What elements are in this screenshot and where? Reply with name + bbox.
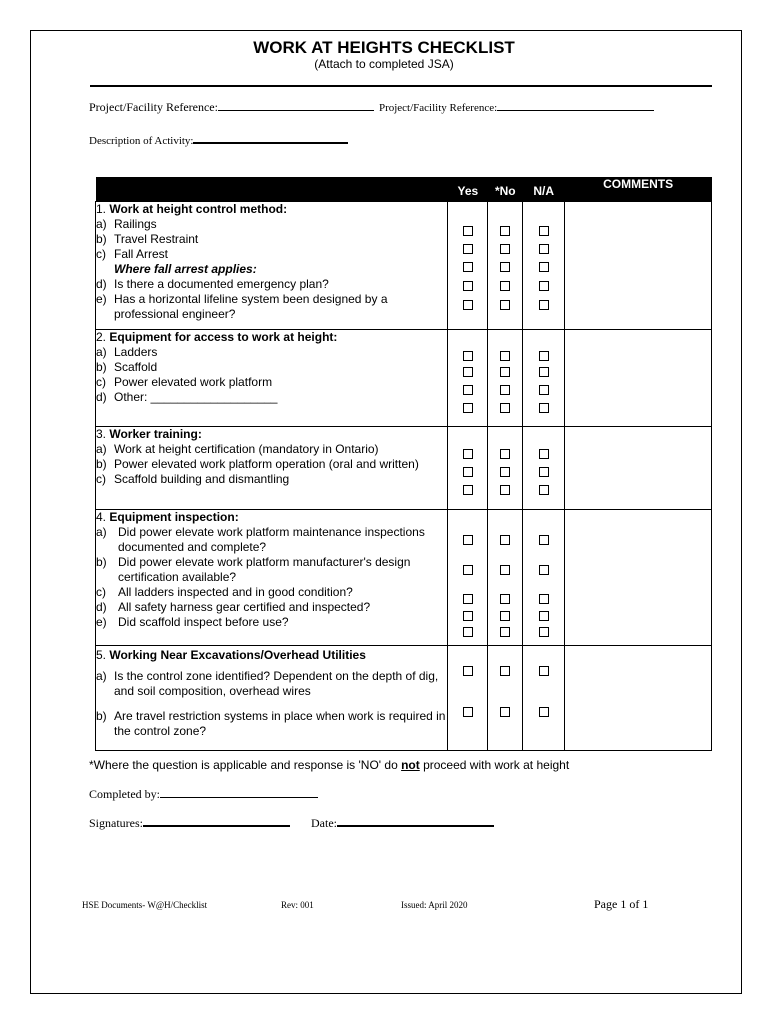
yes-column-cell: [448, 510, 488, 646]
yes-checkbox[interactable]: [463, 485, 473, 495]
checklist-table: [95, 177, 712, 751]
list-item: [96, 360, 447, 375]
list-item: [96, 390, 447, 405]
header-na: N/A: [523, 177, 565, 202]
no-column-cell: [488, 427, 523, 510]
na-checkbox[interactable]: [539, 300, 549, 310]
no-checkbox[interactable]: [500, 707, 510, 717]
item-text: All safety harness gear certified and inspected?: [118, 600, 371, 614]
item-letter: a): [96, 217, 107, 231]
footnote-emphasis: not: [401, 758, 420, 772]
na-checkbox[interactable]: [539, 565, 549, 575]
header-comments: COMMENTS: [565, 177, 712, 202]
item-letter: c): [96, 247, 106, 261]
list-item: [96, 217, 447, 232]
yes-checkbox[interactable]: [463, 300, 473, 310]
yes-checkbox[interactable]: [463, 611, 473, 621]
na-checkbox[interactable]: [539, 707, 549, 717]
no-checkbox[interactable]: [500, 627, 510, 637]
item-text: Did power elevate work platform manufacturer's design certification available?: [118, 555, 411, 584]
table-row: [96, 330, 712, 427]
description-row: [89, 131, 348, 147]
list-item: [96, 292, 447, 322]
item-text: Railings: [114, 217, 157, 231]
item-text: Travel Restraint: [114, 232, 199, 246]
list-item: [96, 472, 447, 487]
list-item: [96, 442, 447, 457]
item-letter: b): [96, 232, 107, 246]
project-ref-field-2[interactable]: [497, 99, 654, 111]
section-heading: [96, 648, 447, 663]
item-text: Work at height certification (mandatory in Ontario): [114, 442, 379, 456]
question-cell: [96, 202, 448, 330]
na-checkbox[interactable]: [539, 403, 549, 413]
yes-checkbox[interactable]: [463, 351, 473, 361]
list-item: [96, 262, 447, 277]
question-cell: [96, 646, 448, 751]
page-title: WORK AT HEIGHTS CHECKLIST: [253, 38, 515, 57]
completed-by-field[interactable]: [160, 786, 318, 798]
list-item: [96, 709, 447, 739]
yes-checkbox[interactable]: [463, 226, 473, 236]
section-title: Working Near Excavations/Overhead Utilities: [109, 648, 366, 662]
list-item: [96, 669, 447, 699]
na-checkbox[interactable]: [539, 611, 549, 621]
item-letter: e): [96, 292, 107, 306]
item-text: Ladders: [114, 345, 158, 359]
no-column-cell: [488, 330, 523, 427]
item-letter: a): [96, 345, 107, 359]
project-ref-row: [89, 99, 654, 115]
yes-checkbox[interactable]: [463, 385, 473, 395]
no-checkbox[interactable]: [500, 262, 510, 272]
no-checkbox[interactable]: [500, 485, 510, 495]
footnote: [89, 758, 569, 772]
section-title: Worker training:: [109, 427, 202, 441]
section-number: 2.: [96, 330, 107, 344]
description-field[interactable]: [193, 131, 348, 144]
item-letter: a): [96, 442, 107, 456]
yes-checkbox[interactable]: [463, 449, 473, 459]
na-column-cell: [523, 427, 565, 510]
item-text: Scaffold: [114, 360, 158, 374]
no-checkbox[interactable]: [500, 594, 510, 604]
na-checkbox[interactable]: [539, 262, 549, 272]
section-title: Equipment for access to work at height:: [109, 330, 338, 344]
item-text: Fall Arrest: [114, 247, 169, 261]
signatures-label: Signatures:: [89, 816, 143, 830]
na-checkbox[interactable]: [539, 351, 549, 361]
yes-column-cell: [448, 330, 488, 427]
question-cell: [96, 330, 448, 427]
na-checkbox[interactable]: [539, 666, 549, 676]
yes-checkbox[interactable]: [463, 627, 473, 637]
section-number: 5.: [96, 648, 107, 662]
footnote-text-1: *Where the question is applicable and response is 'NO' do: [89, 758, 402, 772]
no-checkbox[interactable]: [500, 385, 510, 395]
comments-cell[interactable]: [565, 646, 712, 751]
na-checkbox[interactable]: [539, 627, 549, 637]
item-letter: [96, 262, 114, 277]
no-checkbox[interactable]: [500, 351, 510, 361]
na-checkbox[interactable]: [539, 281, 549, 291]
item-letter: b): [96, 555, 107, 569]
no-checkbox[interactable]: [500, 666, 510, 676]
page-subtitle: (Attach to completed JSA): [314, 57, 454, 71]
completed-by-label: Completed by:: [89, 787, 160, 801]
no-checkbox[interactable]: [500, 467, 510, 477]
list-item: [96, 600, 447, 615]
item-letter: b): [96, 360, 107, 374]
yes-checkbox[interactable]: [463, 367, 473, 377]
yes-column-cell: [448, 202, 488, 330]
item-letter: a): [96, 669, 107, 683]
table-row: [96, 646, 712, 751]
section-heading: [96, 427, 447, 442]
section-number: 3.: [96, 427, 107, 441]
header-question: [96, 177, 448, 202]
item-letter: b): [96, 709, 107, 723]
no-checkbox[interactable]: [500, 535, 510, 545]
section-title: Equipment inspection:: [109, 510, 239, 524]
table-row: [96, 427, 712, 510]
item-letter: d): [96, 390, 107, 404]
table-header-row: [96, 177, 712, 202]
na-checkbox[interactable]: [539, 367, 549, 377]
item-text: Is there a documented emergency plan?: [114, 277, 329, 291]
section-title: Work at height control method:: [109, 202, 288, 216]
yes-checkbox[interactable]: [463, 594, 473, 604]
item-letter: d): [96, 277, 107, 291]
yes-checkbox[interactable]: [463, 244, 473, 254]
no-checkbox[interactable]: [500, 367, 510, 377]
list-item: [96, 375, 447, 390]
yes-checkbox[interactable]: [463, 666, 473, 676]
item-text: Are travel restriction systems in place when work is required in the control zone?: [114, 709, 446, 738]
item-text: Has a horizontal lifeline system been designed by a professional engineer?: [114, 292, 388, 321]
item-letter: c): [96, 472, 106, 486]
project-ref-field-1[interactable]: [218, 99, 374, 111]
title-rule: [90, 85, 712, 87]
project-ref-label-2: Project/Facility Reference:: [378, 102, 498, 114]
description-label: Description of Activity:: [89, 135, 194, 147]
item-letter: e): [96, 615, 107, 629]
table-row: [96, 202, 712, 330]
na-checkbox[interactable]: [539, 449, 549, 459]
item-letter: c): [96, 585, 106, 599]
list-item: [96, 457, 447, 472]
yes-checkbox[interactable]: [463, 403, 473, 413]
completed-by-row: [89, 786, 318, 802]
section-number: 4.: [96, 510, 107, 524]
list-item: [96, 615, 447, 630]
list-item: [96, 585, 447, 600]
signature-row: [89, 814, 494, 831]
na-column-cell: [523, 510, 565, 646]
project-ref-label-1: Project/Facility Reference:: [89, 100, 218, 114]
item-text: Power elevated work platform: [114, 375, 273, 389]
section-heading: [96, 202, 447, 217]
yes-checkbox[interactable]: [463, 467, 473, 477]
item-letter: a): [96, 525, 107, 539]
date-label: Date:: [311, 816, 337, 830]
no-checkbox[interactable]: [500, 300, 510, 310]
item-text: Scaffold building and dismantling: [114, 472, 290, 486]
footnote-text-2: proceed with work at height: [419, 758, 570, 772]
item-text: Did power elevate work platform maintenance inspections documented and complete?: [118, 525, 425, 554]
signatures-field[interactable]: [143, 814, 290, 827]
comments-cell[interactable]: [565, 330, 712, 427]
item-text: Where fall arrest applies:: [114, 262, 257, 276]
yes-checkbox[interactable]: [463, 281, 473, 291]
yes-checkbox[interactable]: [463, 707, 473, 717]
na-checkbox[interactable]: [539, 467, 549, 477]
header-yes: Yes: [448, 177, 488, 202]
na-checkbox[interactable]: [539, 244, 549, 254]
na-checkbox[interactable]: [539, 226, 549, 236]
question-cell: [96, 427, 448, 510]
comments-cell[interactable]: [565, 202, 712, 330]
list-item: [96, 232, 447, 247]
yes-checkbox[interactable]: [463, 262, 473, 272]
yes-checkbox[interactable]: [463, 535, 473, 545]
question-cell: [96, 510, 448, 646]
na-checkbox[interactable]: [539, 594, 549, 604]
footer-issued: Issued: April 2020: [401, 900, 468, 910]
no-checkbox[interactable]: [500, 565, 510, 575]
footer-rev: Rev: 001: [281, 900, 314, 910]
no-checkbox[interactable]: [500, 244, 510, 254]
no-column-cell: [488, 646, 523, 751]
comments-cell[interactable]: [565, 427, 712, 510]
na-column-cell: [523, 646, 565, 751]
item-text: Is the control zone identified? Dependent on the depth of dig, and soil composition, overhead wires: [114, 669, 439, 698]
na-checkbox[interactable]: [539, 535, 549, 545]
no-checkbox[interactable]: [500, 226, 510, 236]
list-item: [96, 525, 447, 555]
footer-page-number: Page 1 of 1: [594, 897, 649, 911]
yes-column-cell: [448, 646, 488, 751]
list-item: [96, 277, 447, 292]
no-checkbox[interactable]: [500, 449, 510, 459]
na-column-cell: [523, 202, 565, 330]
item-text: All ladders inspected and in good condition?: [118, 585, 353, 599]
yes-column-cell: [448, 427, 488, 510]
no-checkbox[interactable]: [500, 403, 510, 413]
na-checkbox[interactable]: [539, 385, 549, 395]
comments-cell[interactable]: [565, 510, 712, 646]
item-letter: d): [96, 600, 107, 614]
list-item: [96, 345, 447, 360]
item-text: Did scaffold inspect before use?: [118, 615, 289, 629]
section-number: 1.: [96, 202, 107, 216]
no-column-cell: [488, 202, 523, 330]
no-checkbox[interactable]: [500, 611, 510, 621]
na-checkbox[interactable]: [539, 485, 549, 495]
no-checkbox[interactable]: [500, 281, 510, 291]
item-letter: c): [96, 375, 106, 389]
section-heading: [96, 330, 447, 345]
yes-checkbox[interactable]: [463, 565, 473, 575]
footer-doc: HSE Documents- W@H/Checklist: [82, 900, 208, 910]
item-text: Power elevated work platform operation (oral and written): [114, 457, 419, 471]
date-field[interactable]: [337, 814, 494, 827]
header-no: *No: [488, 177, 523, 202]
na-column-cell: [523, 330, 565, 427]
list-item: [96, 247, 447, 262]
no-column-cell: [488, 510, 523, 646]
item-letter: b): [96, 457, 107, 471]
list-item: [96, 555, 447, 585]
item-text: Other: ___________________: [114, 390, 278, 404]
table-row: [96, 510, 712, 646]
section-heading: [96, 510, 447, 525]
